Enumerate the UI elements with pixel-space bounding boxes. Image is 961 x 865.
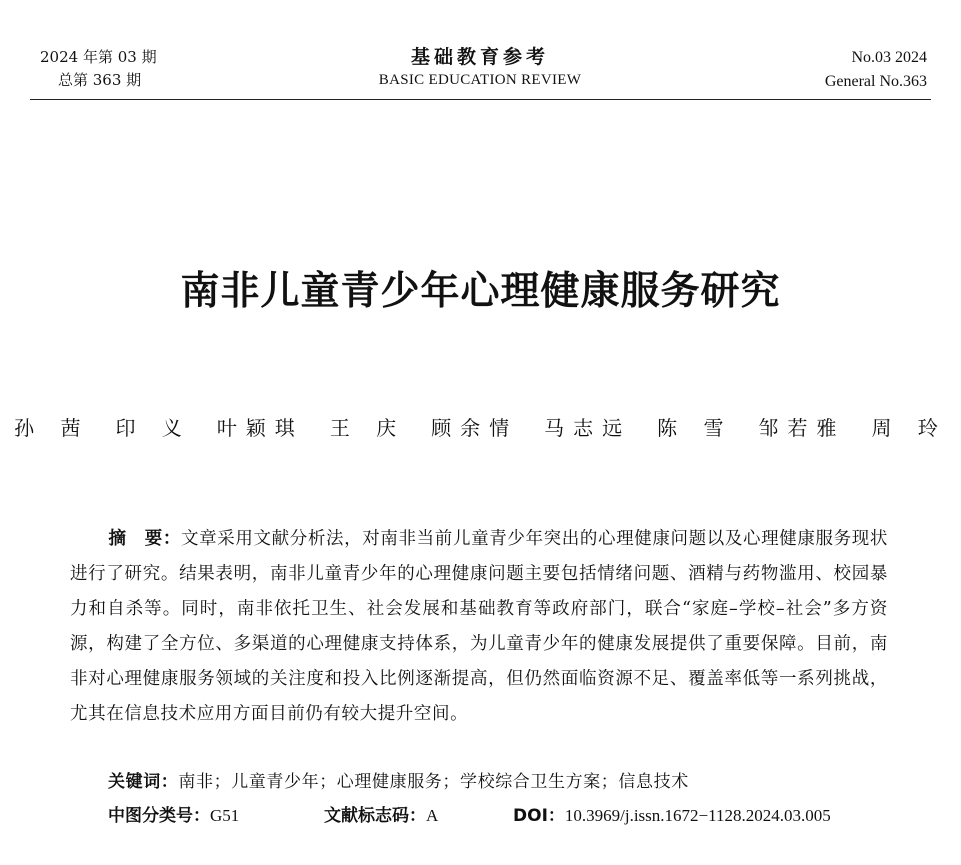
doi-value: 10.3969/j.issn.1672−1128.2024.03.005 — [564, 806, 831, 825]
doi-label: DOI： — [513, 806, 565, 826]
keywords — [108, 767, 689, 797]
author-name: 顾余情 — [431, 416, 519, 440]
issue-info-cn — [40, 46, 157, 92]
issue-number-cn: 2024 年第 03 期 — [40, 48, 157, 66]
clc-value: G51 — [210, 806, 240, 825]
abstract-text: 文章采用文献分析法，对南非当前儿童青少年突出的心理健康问题以及心理健康服务现状进行了研究。结果表明，南非儿童青少年的心理健康问题主要包括情绪问题、酒精与药物滥用、校园暴力和自杀等。同时，南非依托卫生、社会发展和基础教育等政府部门，联合“家庭–学校–社会”多方资源，构建了全方位、多渠道的心理健康支持体系，为儿童青少年的健康发展提供了重要保障。目前，南非对心理健康服务领域的关注度和投入比例逐渐提高，但仍然面临资源不足、覆盖率低等一系列挑战，尤其在信息技术应用方面目前仍有较大提升空间。 — [70, 529, 888, 724]
abstract-label: 摘 要： — [108, 529, 182, 549]
doi-field — [513, 801, 831, 831]
issue-info-en — [825, 46, 927, 94]
total-issue-cn: 总第 363 期 — [58, 71, 142, 89]
author-name: 邹若雅 — [758, 416, 846, 440]
author-name: 叶颖琪 — [216, 416, 304, 440]
abstract — [70, 522, 888, 732]
author-name: 马志远 — [544, 416, 632, 440]
issue-number-en: No.03 2024 — [851, 49, 927, 66]
document-code-label: 文献标志码： — [324, 806, 426, 826]
journal-name-cn: 基础教育参考 — [410, 46, 549, 68]
clc-field — [108, 801, 239, 831]
document-code-field — [324, 801, 438, 831]
clc-label: 中图分类号： — [108, 806, 210, 826]
author-name: 周 玲 — [871, 416, 947, 440]
author-name: 王 庆 — [329, 416, 406, 440]
author-name: 孙 茜 — [14, 416, 90, 440]
header-divider — [30, 99, 931, 100]
document-code-value: A — [426, 806, 439, 825]
total-issue-en: General No.363 — [824, 73, 927, 90]
author-list — [0, 410, 961, 446]
keywords-label: 关键词： — [108, 772, 179, 792]
journal-name-en: BASIC EDUCATION REVIEW — [378, 72, 582, 88]
author-name: 印 义 — [115, 416, 191, 440]
journal-name — [320, 44, 640, 90]
author-name: 陈 雪 — [657, 416, 733, 440]
article-title: 南非儿童青少年心理健康服务研究 — [180, 269, 781, 314]
keywords-text: 南非；儿童青少年；心理健康服务；学校综合卫生方案；信息技术 — [178, 772, 689, 792]
journal-header — [0, 0, 961, 102]
